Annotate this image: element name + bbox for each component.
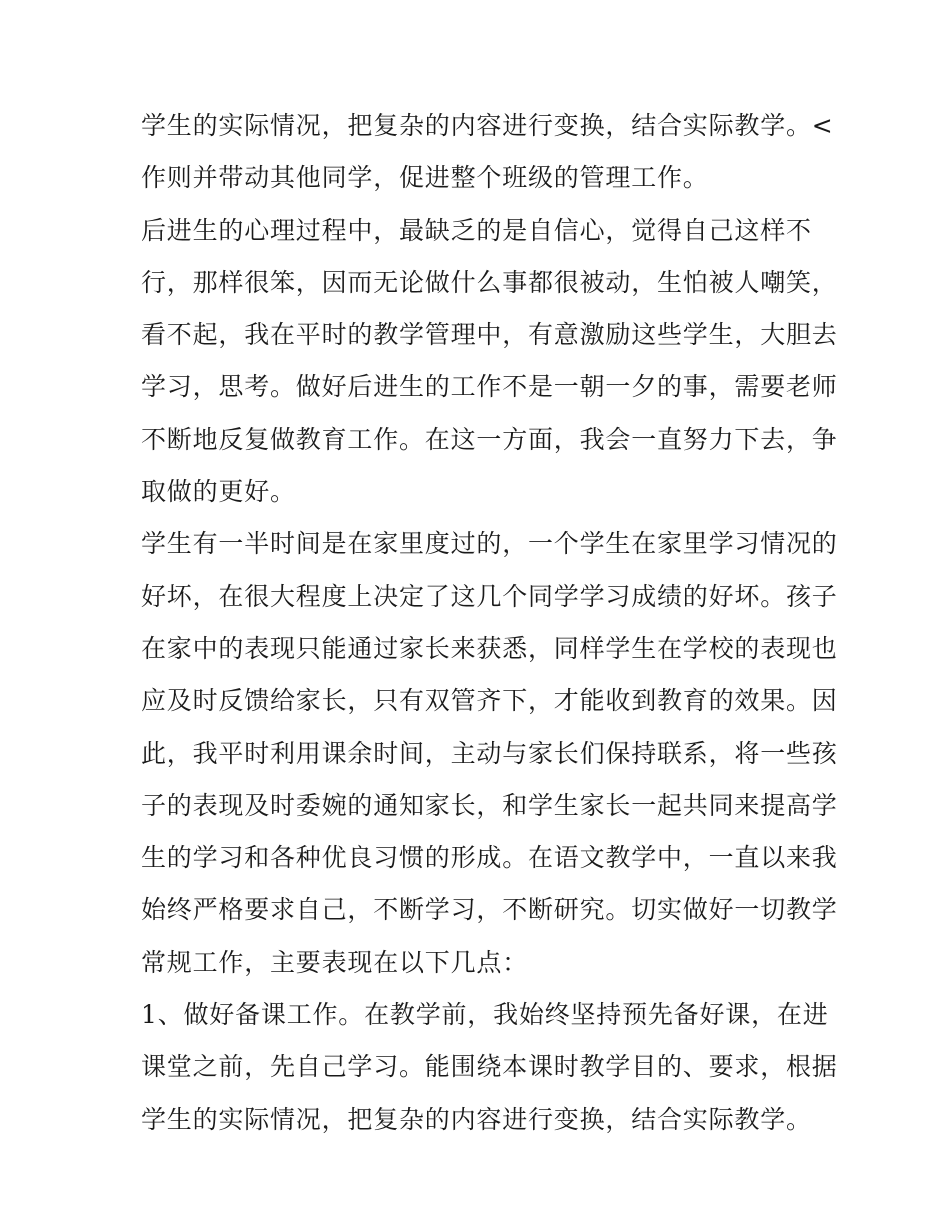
- text-line: 在家中的表现只能通过家长来获悉，同样学生在学校的表现也: [141, 633, 838, 663]
- text-line: 常规工作，主要表现在以下几点：: [141, 947, 529, 977]
- text-line: 后进生的心理过程中，最缺乏的是自信心，觉得自己这样不: [141, 215, 812, 245]
- text-line: 行，那样很笨，因而无论做什么事都很被动，生怕被人嘲笑，: [141, 267, 838, 297]
- text-line: 学习，思考。做好后进生的工作不是一朝一夕的事，需要老师: [141, 372, 838, 402]
- text-line: 学生的实际情况，把复杂的内容进行变换，结合实际教学。<: [141, 111, 834, 140]
- text-line: 生的学习和各种优良习惯的形成。在语文教学中，一直以来我: [141, 843, 838, 873]
- text-line: 学生有一半时间是在家里度过的，一个学生在家里学习情况的: [141, 529, 838, 559]
- text-line: 始终严格要求自己，不断学习，不断研究。切实做好一切教学: [141, 895, 838, 925]
- text-line: 应及时反馈给家长，只有双管齐下，才能收到教育的效果。因: [141, 686, 838, 716]
- text-line: 1、做好备课工作。在教学前，我始终坚持预先备好课，在进: [141, 1000, 829, 1030]
- text-line: 子的表现及时委婉的通知家长，和学生家长一起共同来提高学: [141, 790, 838, 820]
- text-line: 作则并带动其他同学，促进整个班级的管理工作。: [141, 163, 709, 193]
- text-line: 课堂之前，先自己学习。能围绕本课时教学目的、要求，根据: [141, 1052, 838, 1082]
- text-line: 不断地反复做教育工作。在这一方面，我会一直努力下去，争: [141, 424, 838, 454]
- text-line: 看不起，我在平时的教学管理中，有意激励这些学生，大胆去: [141, 320, 838, 350]
- text-line: 此，我平时利用课余时间，主动与家长们保持联系，将一些孩: [141, 738, 838, 768]
- body-text: [141, 100, 838, 1146]
- text-line: 学生的实际情况，把复杂的内容进行变换，结合实际教学。: [141, 1104, 812, 1134]
- text-line: 取做的更好。: [141, 477, 296, 507]
- text-line: 好坏，在很大程度上决定了这几个同学学习成绩的好坏。孩子: [141, 581, 838, 611]
